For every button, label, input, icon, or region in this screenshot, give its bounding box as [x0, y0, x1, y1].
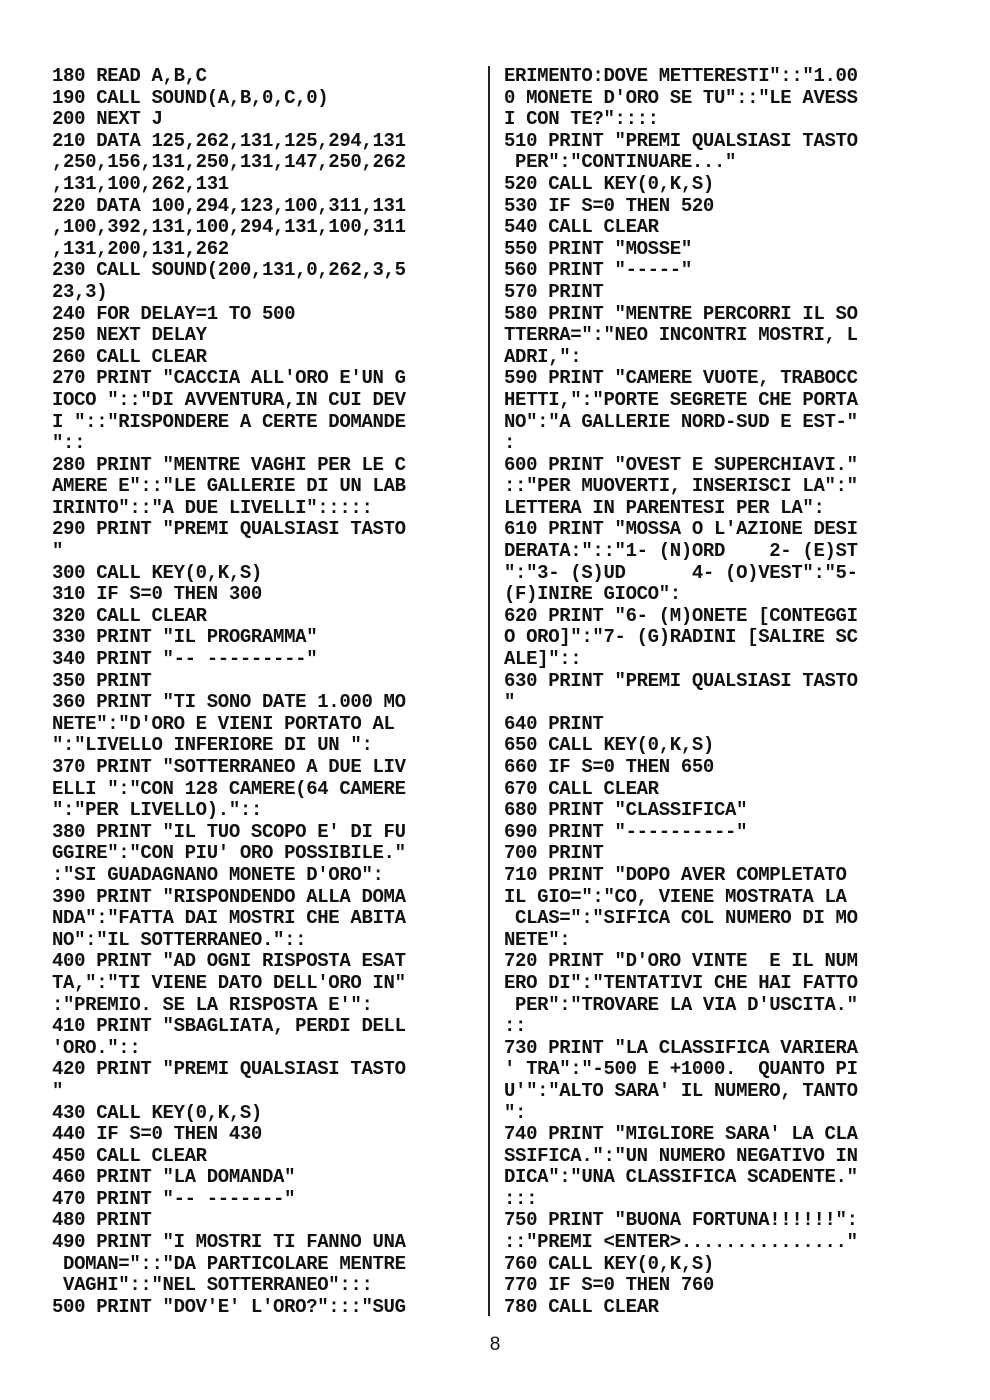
code-line: 290 PRINT "PREMI QUALSIASI TASTO [52, 518, 406, 541]
code-line: ERIMENTO:DOVE METTERESTI"::"1.00 [504, 65, 858, 87]
code-line: NO":"A GALLERIE NORD-SUD E EST-" [504, 410, 858, 433]
code-line: 550 PRINT "MOSSE" [504, 237, 692, 260]
code-line: ":"LIVELLO INFERIORE DI UN ": [52, 734, 373, 757]
code-line: PER":"CONTINUARE..." [504, 151, 737, 174]
code-line: 780 CALL CLEAR [504, 1295, 659, 1318]
code-line: 610 PRINT "MOSSA O L'AZIONE DESI [504, 518, 858, 541]
code-line: ,131,200,131,262 [52, 237, 229, 260]
code-line: VAGHI"::"NEL SOTTERRANEO"::: [52, 1274, 373, 1297]
code-line: U'":"ALTO SARA' IL NUMERO, TANTO [504, 1079, 858, 1102]
code-line: ,250,156,131,250,131,147,250,262 [52, 151, 406, 174]
code-line: ":"PER LIVELLO).":: [52, 799, 262, 822]
code-line: 200 NEXT J [52, 108, 163, 131]
code-line: ":: [52, 432, 86, 455]
code-line: DOMAN="::"DA PARTICOLARE MENTRE [52, 1252, 406, 1275]
code-line: 450 CALL CLEAR [52, 1144, 207, 1167]
code-line: ' TRA":"-500 E +1000. QUANTO PI [504, 1058, 858, 1081]
code-line: 500 PRINT "DOV'E' L'ORO?":::"SUG [52, 1295, 406, 1318]
code-line: " [504, 691, 516, 714]
code-line: ALE]":: [504, 648, 582, 671]
code-line: 360 PRINT "TI SONO DATE 1.000 MO [52, 691, 406, 714]
code-line: NETE": [504, 928, 571, 951]
code-line: 350 PRINT [52, 669, 152, 692]
code-line: CLAS=":"SIFICA COL NUMERO DI MO [504, 907, 858, 930]
code-line: ,100,392,131,100,294,131,100,311 [52, 216, 406, 239]
code-line: : [504, 432, 516, 455]
code-line: ": [504, 1101, 527, 1124]
code-line: 230 CALL SOUND(200,131,0,262,3,5 [52, 259, 406, 282]
code-line: 410 PRINT "SBAGLIATA, PERDI DELL [52, 1015, 406, 1038]
code-line: 'ORO.":: [52, 1036, 141, 1059]
code-line: IRINTO"::"A DUE LIVELLI"::::: [52, 496, 373, 519]
code-line: TA,":"TI VIENE DATO DELL'ORO IN" [52, 971, 406, 994]
code-line: 220 DATA 100,294,123,100,311,131 [52, 194, 406, 217]
code-line: TTERRA=":"NEO INCONTRI MOSTRI, L [504, 324, 858, 347]
code-line: GGIRE":"CON PIU' ORO POSSIBILE." [52, 842, 406, 865]
code-line: NDA":"FATTA DAI MOSTRI CHE ABITA [52, 907, 406, 930]
code-line: 590 PRINT "CAMERE VUOTE, TRABOCC [504, 367, 858, 390]
code-line: :"PREMIO. SE LA RISPOSTA E'": [52, 993, 373, 1016]
code-line: 750 PRINT "BUONA FORTUNA!!!!!!": [504, 1209, 858, 1232]
code-line: PER":"TROVARE LA VIA D'USCITA." [504, 993, 858, 1016]
code-line: 650 CALL KEY(0,K,S) [504, 734, 714, 757]
code-line: ::"PER MUOVERTI, INSERISCI LA":" [504, 475, 858, 498]
code-line: IOCO "::"DI AVVENTURA,IN CUI DEV [52, 388, 406, 411]
page-number: 8 [489, 1334, 501, 1355]
code-line: 320 CALL CLEAR [52, 604, 207, 627]
code-line: :"SI GUADAGNANO MONETE D'ORO": [52, 863, 384, 886]
code-line: :: [504, 1015, 527, 1038]
code-line: 310 IF S=0 THEN 300 [52, 583, 262, 606]
code-line: SSIFICA.":"UN NUMERO NEGATIVO IN [504, 1144, 858, 1167]
code-line: 390 PRINT "RISPONDENDO ALLA DOMA [52, 885, 406, 908]
code-line: 250 NEXT DELAY [52, 324, 207, 347]
code-line: 210 DATA 125,262,131,125,294,131 [52, 129, 406, 152]
code-line: 380 PRINT "IL TUO SCOPO E' DI FU [52, 820, 406, 843]
code-line: 710 PRINT "DOPO AVER COMPLETATO [504, 863, 847, 886]
code-line: " [52, 1079, 64, 1102]
code-line: (F)INIRE GIOCO": [504, 583, 681, 606]
code-line: 540 CALL CLEAR [504, 216, 659, 239]
code-line: 640 PRINT [504, 712, 604, 735]
code-line: ELLI ":"CON 128 CAMERE(64 CAMERE [52, 777, 406, 800]
code-line: NETE":"D'ORO E VIENI PORTATO AL [52, 712, 395, 735]
code-line: 190 CALL SOUND(A,B,0,C,0) [52, 86, 329, 109]
code-line: 490 PRINT "I MOSTRI TI FANNO UNA [52, 1231, 406, 1254]
code-line: ::"PREMI <ENTER>..............." [504, 1231, 858, 1254]
code-line: 420 PRINT "PREMI QUALSIASI TASTO [52, 1058, 406, 1081]
code-line: 690 PRINT "----------" [504, 820, 748, 843]
code-line: 260 CALL CLEAR [52, 345, 207, 368]
code-line: 620 PRINT "6- (M)ONETE [CONTEGGI [504, 604, 858, 627]
code-line: " [52, 540, 64, 563]
code-line: 770 IF S=0 THEN 760 [504, 1274, 714, 1297]
code-line: 510 PRINT "PREMI QUALSIASI TASTO [504, 129, 858, 152]
code-line: 370 PRINT "SOTTERRANEO A DUE LIV [52, 756, 406, 778]
code-line: 270 PRINT "CACCIA ALL'ORO E'UN G [52, 367, 406, 390]
code-line: 470 PRINT "-- -------" [52, 1187, 296, 1210]
code-line: ":"3- (S)UD 4- (O)VEST":"5- [504, 561, 858, 584]
code-line: 480 PRINT [52, 1209, 152, 1232]
code-line: 460 PRINT "LA DOMANDA" [52, 1166, 296, 1189]
code-line: 680 PRINT "CLASSIFICA" [504, 799, 748, 822]
code-line: 580 PRINT "MENTRE PERCORRI IL SO [504, 302, 858, 325]
code-line: 0 MONETE D'ORO SE TU"::"LE AVESS [504, 86, 858, 109]
code-line: LETTERA IN PARENTESI PER LA": [504, 496, 825, 519]
code-line: 560 PRINT "-----" [504, 259, 692, 282]
code-line: 430 CALL KEY(0,K,S) [52, 1101, 262, 1124]
code-line: AMERE E"::"LE GALLERIE DI UN LAB [52, 475, 406, 498]
code-line: 520 CALL KEY(0,K,S) [504, 172, 714, 195]
left-code-column [52, 66, 482, 1318]
code-line: ADRI,": [504, 345, 582, 368]
code-line: 240 FOR DELAY=1 TO 500 [52, 302, 296, 325]
code-line: 330 PRINT "IL PROGRAMMA" [52, 626, 318, 649]
code-line: 300 CALL KEY(0,K,S) [52, 561, 262, 584]
code-line: O ORO]":"7- (G)RADINI [SALIRE SC [504, 626, 858, 649]
code-line: I CON TE?":::: [504, 108, 659, 131]
code-line: 400 PRINT "AD OGNI RISPOSTA ESAT [52, 950, 406, 973]
code-line: 530 IF S=0 THEN 520 [504, 194, 714, 217]
code-line: 740 PRINT "MIGLIORE SARA' LA CLA [504, 1123, 858, 1146]
code-line: DICA":"UNA CLASSIFICA SCADENTE." [504, 1166, 858, 1189]
code-line: ,131,100,262,131 [52, 172, 229, 195]
code-line: 760 CALL KEY(0,K,S) [504, 1252, 714, 1275]
code-line: ERO DI":"TENTATIVI CHE HAI FATTO [504, 971, 858, 994]
code-line: 700 PRINT [504, 842, 604, 865]
code-line: NO":"IL SOTTERRANEO.":: [52, 928, 307, 951]
right-code-column [504, 66, 944, 1318]
code-line: HETTI,":"PORTE SEGRETE CHE PORTA [504, 388, 858, 411]
code-line: 730 PRINT "LA CLASSIFICA VARIERA [504, 1036, 858, 1059]
code-line: 670 CALL CLEAR [504, 777, 659, 800]
code-line: 570 PRINT [504, 280, 604, 303]
code-line: 340 PRINT "-- ---------" [52, 648, 318, 671]
code-line: ::: [504, 1187, 538, 1210]
code-line: 23,3) [52, 280, 108, 303]
code-line: 630 PRINT "PREMI QUALSIASI TASTO [504, 669, 858, 692]
code-line: I "::"RISPONDERE A CERTE DOMANDE [52, 410, 406, 433]
code-line: 180 READ A,B,C [52, 65, 207, 87]
code-line: 440 IF S=0 THEN 430 [52, 1123, 262, 1146]
code-line: DERATA:"::"1- (N)ORD 2- (E)ST [504, 540, 858, 563]
code-line: 720 PRINT "D'ORO VINTE E IL NUM [504, 950, 858, 973]
code-line: 280 PRINT "MENTRE VAGHI PER LE C [52, 453, 406, 476]
code-line: IL GIO=":"CO, VIENE MOSTRATA LA [504, 885, 847, 908]
column-divider [488, 66, 490, 1316]
code-line: 660 IF S=0 THEN 650 [504, 756, 714, 778]
code-line: 600 PRINT "OVEST E SUPERCHIAVI." [504, 453, 858, 476]
